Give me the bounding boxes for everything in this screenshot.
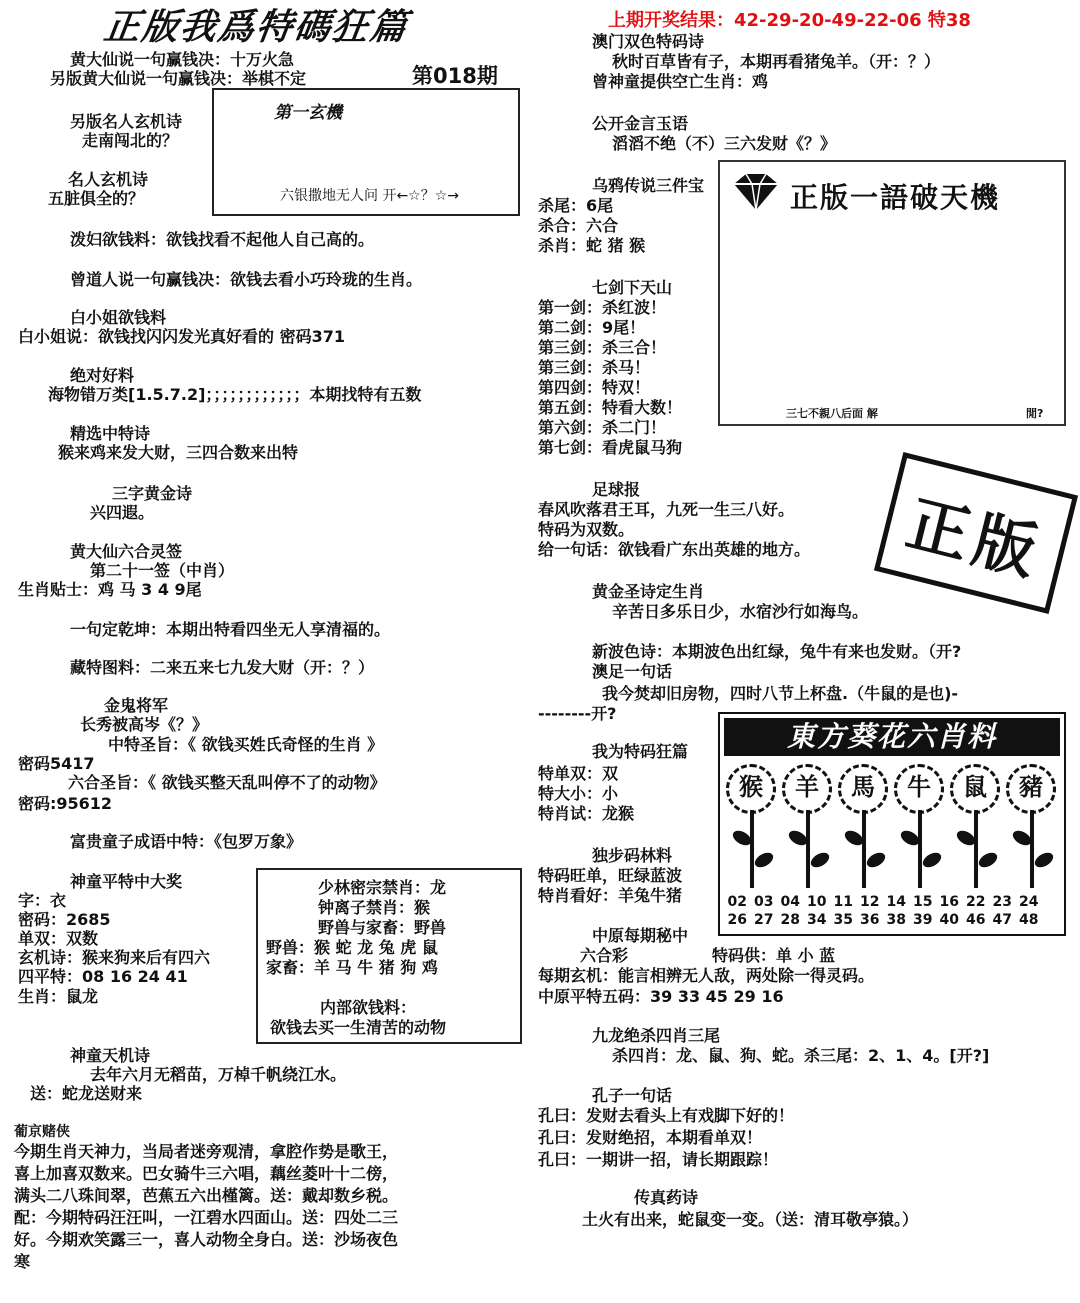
first-mystery-title: 第一玄機 — [274, 103, 342, 123]
number-cell: 28 — [780, 912, 800, 928]
number-cell: 22 — [966, 894, 986, 910]
leaf-icon — [752, 850, 775, 870]
number-cell: 40 — [939, 912, 959, 928]
right-line: 第七剑：看虎鼠马狗 — [538, 438, 683, 457]
left-line: 黄大仙六合灵签 — [70, 542, 183, 561]
right-line: 我为特码狂篇 — [592, 742, 689, 761]
diamond-icon — [726, 172, 786, 212]
flower-stem — [862, 810, 866, 888]
right-line: 孔曰：一期讲一招，请长期跟踪！ — [538, 1150, 779, 1169]
number-row — [724, 912, 1042, 928]
right-line: 公开金言玉语 — [592, 114, 689, 133]
left-line: 密码5417 — [18, 754, 95, 773]
number-cell: 23 — [992, 894, 1012, 910]
right-line: 我今焚却旧房物，四时八节上杯盘.（牛鼠的是也)- — [602, 684, 959, 703]
number-cell: 12 — [860, 894, 880, 910]
right-line: 七剑下天山 — [592, 278, 673, 297]
right-line: 第三剑：杀马！ — [538, 358, 651, 377]
flower-stem — [1030, 810, 1034, 888]
right-line: 特肖试：龙猴 — [538, 804, 635, 823]
left-line: 绝对好料 — [70, 366, 135, 385]
number-cell: 48 — [1019, 912, 1039, 928]
number-cell: 24 — [1019, 894, 1039, 910]
leaf-icon — [920, 850, 943, 870]
leaf-icon — [808, 850, 831, 870]
left-line: 中特圣旨：《 欲钱买姓氏奇怪的生肖 》 — [108, 735, 384, 754]
right-line: 杀尾：6尾 — [538, 196, 614, 215]
left-line: 今期生肖天神力，当局者迷旁观清，拿腔作势是歌王， — [14, 1142, 399, 1161]
left-line: 神童天机诗 — [70, 1046, 151, 1065]
genuine-stamp: 正版 — [874, 452, 1078, 614]
box2-line: 钟离子禁肖：猴 — [318, 898, 431, 917]
left-line: 玄机诗：猴来狗来后有四六 — [18, 948, 211, 967]
zodiac-badge: 豬 — [1006, 764, 1056, 814]
left-line: 长秀被高岑《？》 — [80, 715, 209, 734]
right-line: 特码为双数。 — [538, 520, 635, 539]
right-line: 春风吹落君王耳，九死一生三八好。 — [538, 500, 795, 519]
left-line: 白小姐欲钱料 — [70, 308, 167, 327]
right-line: 秋时百草皆有子，本期再看猪兔羊。（开：？） — [612, 52, 941, 71]
sunflower-six-zodiac-box — [718, 712, 1066, 936]
right-line: 第五剑：特看大数！ — [538, 398, 683, 417]
left-line: 黄大仙说一句赢钱决：十万火急 — [70, 50, 295, 69]
last-result: 上期开奖结果：42-29-20-49-22-06 特38 — [608, 10, 971, 31]
flower-stem — [750, 810, 754, 888]
left-line: 猴来鸡来发大财，三四合数来出特 — [58, 443, 299, 462]
left-line: 三字黄金诗 — [112, 484, 193, 503]
left-line: 白小姐说：欲钱找闪闪发光真好看的 密码371 — [18, 327, 345, 346]
left-line: 四平特：08 16 24 41 — [18, 967, 188, 986]
left-line: 精选中特诗 — [70, 424, 151, 443]
left-line: 葡京赌侠 — [14, 1124, 70, 1140]
leaf-icon — [976, 850, 999, 870]
zodiac-badge: 鼠 — [950, 764, 1000, 814]
zodiac-badge: 馬 — [838, 764, 888, 814]
one-word-box — [718, 160, 1066, 426]
left-line: 送：蛇龙送财来 — [30, 1084, 143, 1103]
zodiac-badge: 牛 — [894, 764, 944, 814]
right-line: 每期玄机：能言相辨无人敌，两处除一得灵码。 — [538, 966, 875, 985]
one-word-title: 正版一語破天機 — [790, 181, 1001, 214]
leaf-icon — [864, 850, 887, 870]
first-mystery-text: 六银撒地无人问 开←☆？☆→ — [280, 188, 460, 204]
one-word-foot-right: 閒? — [1026, 407, 1044, 420]
right-line: 足球报 — [592, 480, 641, 499]
left-line: 一句定乾坤：本期出特看四坐无人享清福的。 — [70, 620, 391, 639]
right-line: 九龙绝杀四肖三尾 — [592, 1026, 721, 1045]
left-line: 另版名人玄机诗 — [70, 112, 183, 131]
box2-line: 少林密宗禁肖：龙 — [318, 878, 447, 897]
right-line: 滔滔不绝（不）三六发财《？》 — [612, 134, 837, 153]
one-word-foot: 三七不親八后面 解 — [786, 407, 878, 420]
right-line: 黄金圣诗定生肖 — [592, 582, 705, 601]
right-line: 中原每期秘中 — [592, 926, 689, 945]
box2-line: 野兽：猴 蛇 龙 兔 虎 鼠 — [266, 938, 438, 957]
left-line: 寒 — [14, 1252, 31, 1271]
left-line: 密码：2685 — [18, 910, 111, 929]
left-line: 去年六月无稻苗，万棹千帆绕江水。 — [90, 1065, 347, 1084]
number-cell: 02 — [727, 894, 747, 910]
left-line: 神童平特中大奖 — [70, 872, 183, 891]
left-line: 兴四遐。 — [90, 503, 155, 522]
right-line: 独步码林料 — [592, 846, 673, 865]
number-cell: 11 — [833, 894, 853, 910]
number-cell: 27 — [754, 912, 774, 928]
number-cell: 16 — [939, 894, 959, 910]
right-line: 澳门双色特码诗 — [592, 32, 705, 51]
number-cell: 36 — [860, 912, 880, 928]
flower-stem — [974, 810, 978, 888]
right-line: 第三剑：杀三合！ — [538, 338, 667, 357]
zodiac-info-box — [256, 868, 522, 1044]
number-cell: 04 — [780, 894, 800, 910]
left-line: 密码:95612 — [18, 794, 113, 813]
page-title: 正版我爲特碼狂篇 — [101, 7, 411, 48]
left-line: 好。今期欢笑露三一，喜人动物全身白。送：沙场夜色 — [14, 1230, 399, 1249]
right-line: 特单双：双 — [538, 764, 619, 783]
right-line: 第二剑：9尾！ — [538, 318, 646, 337]
number-cell: 14 — [886, 894, 906, 910]
right-line: 辛苦日多乐日少，水宿沙行如海鸟。 — [612, 602, 869, 621]
number-cell: 34 — [807, 912, 827, 928]
left-line: 海物错万类[1.5.7.2]；；；；；；；；；；；；本期找特有五数 — [48, 385, 422, 404]
sunflower-title: 東方葵花六肖料 — [724, 718, 1060, 756]
issue-number: 第018期 — [412, 64, 498, 88]
right-line: 给一句话：欲钱看广东出英雄的地方。 — [538, 540, 811, 559]
number-cell: 15 — [913, 894, 933, 910]
left-line: 配：今期特码汪汪叫，一江碧水四面山。送：四处二三 — [14, 1208, 399, 1227]
left-line: 走南闯北的？ — [82, 131, 179, 150]
left-line: 藏特图料：二来五来七九发大财（开：？） — [70, 658, 375, 677]
left-line: 生肖：鼠龙 — [18, 987, 99, 1006]
right-line: 传真药诗 — [634, 1188, 699, 1207]
right-line: 孔曰：发财去看头上有戏脚下好的！ — [538, 1106, 795, 1125]
right-line: 第六剑：杀二门！ — [538, 418, 667, 437]
number-cell: 46 — [966, 912, 986, 928]
left-line: 另版黄大仙说一句赢钱决：举棋不定 — [50, 69, 307, 88]
flower-stem — [918, 810, 922, 888]
right-line: 土火有出来，蛇鼠变一变。（送：清耳敬亭猿。） — [582, 1210, 919, 1229]
number-cell: 47 — [992, 912, 1012, 928]
right-line: 澳足一句话 — [592, 662, 673, 681]
right-line: 孔子一句话 — [592, 1086, 673, 1105]
right-line: 杀肖：蛇 猪 猴 — [538, 236, 646, 255]
left-line: 名人玄机诗 — [68, 170, 149, 189]
right-line: 中原平特五码：39 33 45 29 16 — [538, 987, 784, 1006]
left-line: 六合圣旨：《 欲钱买整天乱叫停不了的动物》 — [68, 773, 386, 792]
first-mystery-box — [212, 88, 520, 216]
right-line: 特肖看好：羊兔牛猪 — [538, 886, 683, 905]
right-line: 特码旺单，旺绿蓝波 — [538, 866, 683, 885]
number-cell: 03 — [754, 894, 774, 910]
right-line: 杀合：六合 — [538, 216, 619, 235]
left-line: 金鬼将军 — [104, 696, 169, 715]
left-line: 五脏俱全的？ — [48, 189, 145, 208]
left-line: 泼妇欲钱料：欲钱找看不起他人自己高的。 — [70, 230, 375, 249]
right-line: --------开? — [538, 704, 617, 723]
left-line: 字：衣 — [18, 891, 67, 910]
right-line: 第一剑：杀红波！ — [538, 298, 667, 317]
left-line: 满头二八珠间翠，芭蕉五六出槿篱。送：戴却数乡税。 — [14, 1186, 399, 1205]
right-line: 新波色诗：本期波色出红绿，兔牛有来也发财。（开? — [592, 642, 962, 661]
left-line: 喜上加喜双数来。巴女骑牛三六唱，藕丝菱叶十二傍， — [14, 1164, 399, 1183]
number-cell: 38 — [886, 912, 906, 928]
left-line: 第二十一签（中肖） — [90, 561, 235, 580]
number-cell: 35 — [833, 912, 853, 928]
box2-line: 欲钱去买一生清苦的动物 — [270, 1018, 447, 1037]
zodiac-badge: 猴 — [726, 764, 776, 814]
right-line: 特大小：小 — [538, 784, 619, 803]
right-line: 六合彩 — [580, 946, 629, 965]
number-cell: 39 — [913, 912, 933, 928]
right-line: 特码供：单 小 蓝 — [712, 946, 836, 965]
box2-line: 家畜：羊 马 牛 猪 狗 鸡 — [266, 958, 438, 977]
number-cell: 26 — [727, 912, 747, 928]
left-line: 生肖贴士：鸡 马 3 4 9尾 — [18, 580, 202, 599]
zodiac-badge: 羊 — [782, 764, 832, 814]
right-line: 杀四肖：龙、鼠、狗、蛇。杀三尾：2、1、4。[开?] — [612, 1046, 990, 1065]
number-row — [724, 894, 1042, 910]
box2-line: 内部欲钱料： — [320, 998, 417, 1017]
right-line: 乌鸦传说三件宝 — [592, 176, 705, 195]
box2-line: 野兽与家畜：野兽 — [318, 918, 447, 937]
flower-stem — [806, 810, 810, 888]
left-line: 富贵童子成语中特：《包罗万象》 — [70, 832, 303, 851]
left-line: 单双：双数 — [18, 929, 99, 948]
right-line: 曾神童提供空亡生肖：鸡 — [592, 72, 769, 91]
left-line: 曾道人说一句赢钱决：欲钱去看小巧玲珑的生肖。 — [70, 270, 423, 289]
right-line: 第四剑：特双！ — [538, 378, 651, 397]
right-line: 孔曰：发财绝招，本期看单双！ — [538, 1128, 763, 1147]
number-cell: 10 — [807, 894, 827, 910]
leaf-icon — [1032, 850, 1055, 870]
